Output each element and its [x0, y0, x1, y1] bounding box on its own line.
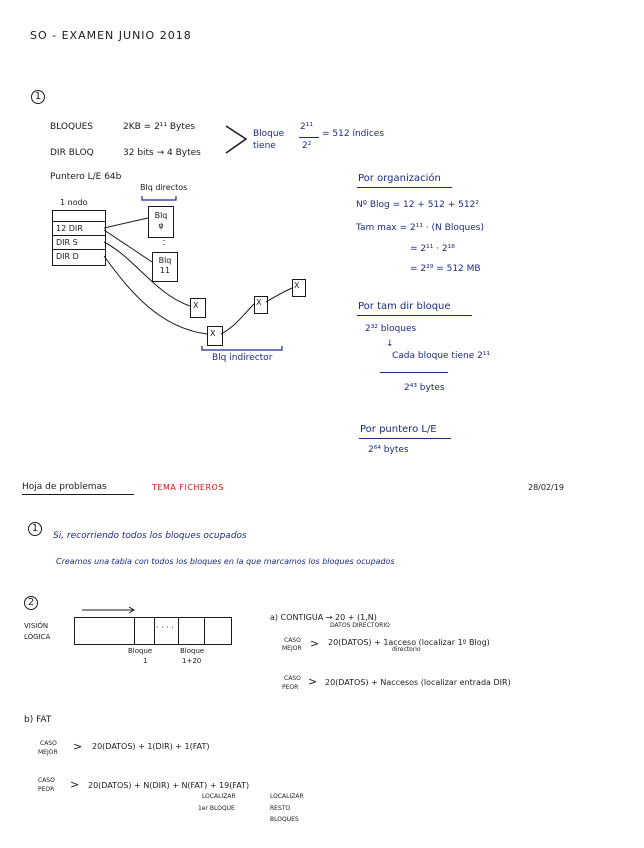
- blocks-ellipsis: · · · ·: [156, 623, 174, 632]
- por-tam-dir-heading: Por tam dir bloque: [358, 301, 451, 312]
- caso-mejor-a: CASO: [284, 637, 301, 644]
- q2-number-circle: 2: [24, 596, 38, 610]
- indices-result: = 512 índices: [322, 129, 385, 139]
- dir-bloq-value: 32 bits → 4 Bytes: [123, 148, 201, 158]
- caso-peor-b2: PEOR: [38, 786, 55, 793]
- header-topic: TEMA FICHEROS: [152, 483, 224, 492]
- brace: >: [73, 740, 83, 753]
- tam-max-step2: = 2²⁹ = 512 MB: [410, 264, 481, 274]
- peor-fat-sub1: LOCALIZAR: [202, 793, 236, 800]
- bloques-value: 2KB = 2¹¹ Bytes: [123, 122, 196, 132]
- inode-title: 1 nodo: [60, 198, 88, 207]
- indirect-bracket: [202, 346, 282, 350]
- x-mark: X: [294, 281, 300, 290]
- bloque20-index: 1+20: [182, 657, 202, 665]
- contigua-formula: a) CONTIGUA → 20 + (1,N): [270, 613, 377, 622]
- caso-mejor-b: CASO: [40, 740, 57, 747]
- brace: >: [308, 675, 318, 688]
- contigua-subscripts: DATOS DIRECTORIO: [330, 622, 390, 629]
- por-puntero-heading: Por puntero L/E: [360, 424, 437, 435]
- inode-row-dird: DIR D: [56, 252, 79, 261]
- puntero-label: Puntero L/E 64b: [50, 172, 122, 182]
- peor-fat: 20(DATOS) + N(DIR) + N(FAT) + 19(FAT): [88, 781, 250, 790]
- problem-number-circle: 1: [31, 90, 45, 104]
- x-mark: X: [210, 329, 216, 338]
- caso-peor-b: CASO: [38, 777, 55, 784]
- bloque20-label: Bloque: [180, 647, 205, 655]
- q1-answer-line2: Creamos una tabla con todos los bloques en la que marcamos los bloques ocupados: [56, 557, 395, 566]
- peor-fat-sub3: LOCALIZAR: [270, 793, 304, 800]
- vision-label: VISIÓN: [24, 622, 49, 630]
- bloques-label: BLOQUES: [50, 122, 94, 132]
- chain-link: [221, 304, 254, 334]
- pointer-simple-indirect: [104, 242, 190, 306]
- peor-fat-sub4: RESTO: [270, 805, 291, 812]
- blq-directos-label: Blq directos: [140, 183, 188, 192]
- bytes-64: 2⁶⁴ bytes: [368, 445, 409, 455]
- bloque1-index: 1: [143, 657, 148, 665]
- brace-stroke: [226, 126, 246, 153]
- q1-number-circle: 1: [28, 522, 42, 536]
- fraction-denominator: 2²: [302, 141, 312, 151]
- brace: >: [70, 778, 80, 791]
- peor-fat-sub2: 1er BLOQUE: [198, 805, 235, 812]
- mejor-fat: 20(DATOS) + 1(DIR) + 1(FAT): [92, 742, 210, 751]
- chain-link: [266, 288, 292, 302]
- inode-row-dir: 12 DIR: [56, 224, 83, 233]
- header-date: 28/02/19: [528, 483, 564, 492]
- bloques-32: 2³² bloques: [365, 324, 417, 334]
- logica-label: LÓGICA: [24, 633, 51, 641]
- blq-indirector-label: Blq indirector: [212, 353, 273, 363]
- fraction-numerator: 2¹¹: [300, 122, 313, 132]
- caso-mejor-b2: MEJOR: [38, 749, 58, 756]
- x-mark: X: [256, 298, 262, 307]
- mejor-contigua-sub: directorio: [392, 646, 421, 653]
- mejor-contigua: 20(DATOS) + 1acceso (localizar 1º Blog): [328, 638, 490, 647]
- direct-block-last-label: Blq 11: [158, 256, 172, 275]
- caso-mejor-a2: MEJOR: [282, 645, 302, 652]
- n-blog-formula: Nº Blog = 12 + 512 + 512²: [356, 200, 479, 210]
- peor-contigua: 20(DATOS) + Naccesos (localizar entrada DIR): [325, 678, 511, 687]
- bloque1-label: Bloque: [128, 647, 153, 655]
- inode-row-dirs: DIR S: [56, 238, 78, 247]
- tam-max-formula: Tam max = 2¹¹ · (N Bloques): [356, 223, 484, 233]
- caso-peor-a: CASO: [284, 675, 301, 682]
- exam-title: SO - EXAMEN JUNIO 2018: [30, 29, 192, 42]
- pointer-double-indirect: [104, 256, 207, 334]
- tam-max-step1: = 2¹¹ · 2¹⁸: [410, 244, 455, 254]
- x-mark: X: [193, 301, 199, 310]
- pointer-direct-first: [104, 218, 148, 228]
- bloque-tiene: Bloque tiene: [253, 129, 285, 151]
- bytes-43: 2⁴³ bytes: [404, 383, 445, 393]
- fat-heading: b) FAT: [24, 715, 52, 725]
- arrow-down: ↓: [386, 339, 394, 349]
- cada-bloque: Cada bloque tiene 2¹¹: [392, 351, 491, 361]
- q1-answer-line1: Si, recorriendo todos los bloques ocupados: [53, 531, 247, 541]
- caso-peor-a2: PEOR: [282, 684, 299, 691]
- header-hoja: Hoja de problemas: [22, 482, 107, 492]
- dir-bloq-label: DIR BLOQ: [50, 148, 94, 158]
- direct-bracket: [142, 196, 176, 200]
- peor-fat-sub5: BLOQUES: [270, 816, 299, 823]
- brace: >: [310, 637, 320, 650]
- direct-block-first-label: Blq φ: [154, 211, 168, 230]
- por-organizacion-heading: Por organización: [358, 173, 441, 184]
